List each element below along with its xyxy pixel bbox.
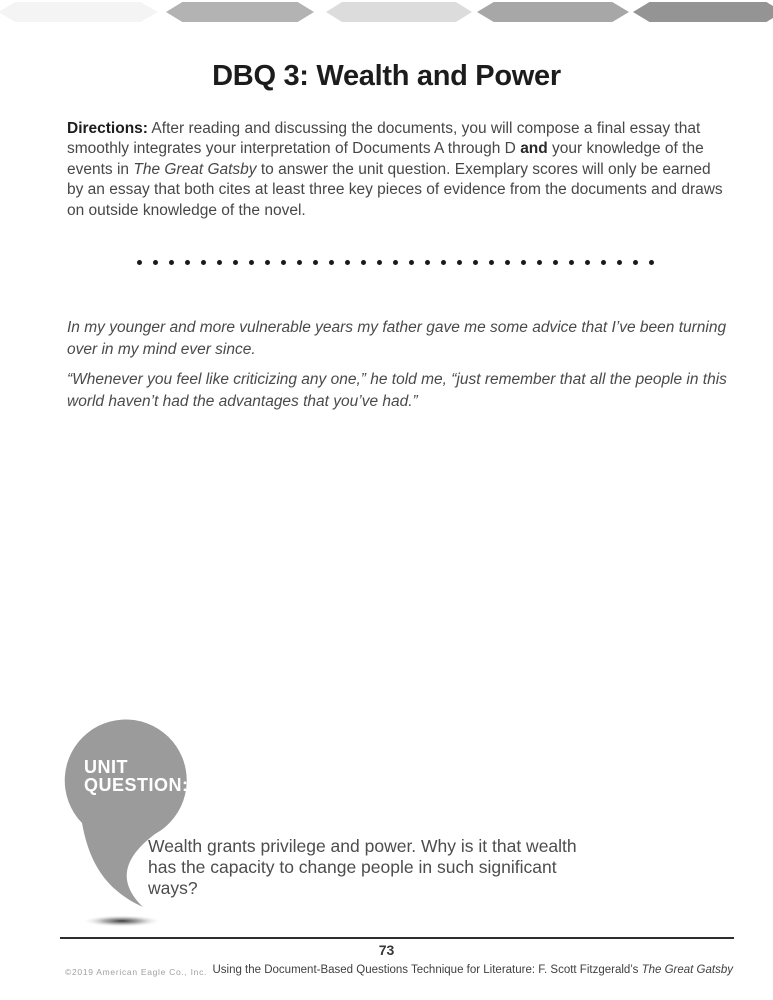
excerpt-paragraph-2: “Whenever you feel like criticizing any one,” he told me, “just remember that all the people in this world haven’t had the advantages that you’ve had.” <box>67 371 727 410</box>
dot <box>489 260 494 265</box>
excerpt-paragraph-1: In my younger and more vulnerable years my father gave me some advice that I’ve been turning over in my mind ever since. <box>67 319 727 358</box>
dot <box>553 260 558 265</box>
directions-conjunction: and <box>520 140 548 157</box>
dot <box>249 260 254 265</box>
unit-question-label-line2: QUESTION: <box>84 775 189 795</box>
decorative-tab-4 <box>477 2 629 22</box>
dot <box>297 260 302 265</box>
copyright-notice: ©2019 American Eagle Co., Inc. <box>65 967 208 977</box>
dot <box>313 260 318 265</box>
dot <box>473 260 478 265</box>
dot <box>169 260 174 265</box>
directions-paragraph <box>67 119 726 222</box>
dot <box>617 260 622 265</box>
page-title: DBQ 3: Wealth and Power <box>212 60 561 93</box>
dot <box>185 260 190 265</box>
dot <box>329 260 334 265</box>
dot <box>233 260 238 265</box>
decorative-tab-1 <box>0 2 158 22</box>
dot <box>265 260 270 265</box>
citation-book-title: The Great Gatsby <box>641 964 733 976</box>
page-number: 73 <box>378 942 395 958</box>
dot <box>585 260 590 265</box>
dot <box>441 260 446 265</box>
footer-rule <box>60 937 734 939</box>
dot <box>201 260 206 265</box>
book-title: The Great Gatsby <box>133 160 257 178</box>
dot <box>649 260 654 265</box>
dot <box>377 260 382 265</box>
dot <box>153 260 158 265</box>
directions-label: Directions: <box>67 119 148 137</box>
directions-text-3: to answer the unit question. Exemplary scores will only be earned by an essay that both cites at least three key pieces of evidence from the documents and draws on outside knowledge of the novel. <box>67 160 723 219</box>
unit-question-text: Wealth grants privilege and power. Why is it that wealth has the capacity to change people in such significant ways? <box>148 836 577 898</box>
dot <box>569 260 574 265</box>
dot <box>281 260 286 265</box>
dot <box>521 260 526 265</box>
dot <box>393 260 398 265</box>
dot <box>457 260 462 265</box>
directions-text-1: After reading and discussing the documents, you will compose a final essay that smoothly integrates your interpretation of Documents A through D <box>67 119 701 157</box>
dot <box>505 260 510 265</box>
citation-text: Using the Document-Based Questions Technique for Literature: F. Scott Fitzgerald’s <box>212 964 642 976</box>
bubble-shadow <box>82 915 162 927</box>
footer-citation <box>212 964 733 976</box>
unit-question-label-line1: UNIT <box>84 757 128 777</box>
decorative-tab-3 <box>326 2 472 22</box>
dot <box>217 260 222 265</box>
decorative-tab-2 <box>166 2 314 22</box>
decorative-tab-5 <box>633 2 773 22</box>
dot <box>409 260 414 265</box>
dot <box>345 260 350 265</box>
dot <box>537 260 542 265</box>
dot <box>633 260 638 265</box>
dot <box>361 260 366 265</box>
dot <box>137 260 142 265</box>
dot <box>425 260 430 265</box>
directions-text-2: your knowledge of the events in <box>67 140 704 178</box>
dotted-separator <box>137 260 654 265</box>
dot <box>601 260 606 265</box>
novel-excerpt <box>67 317 727 412</box>
